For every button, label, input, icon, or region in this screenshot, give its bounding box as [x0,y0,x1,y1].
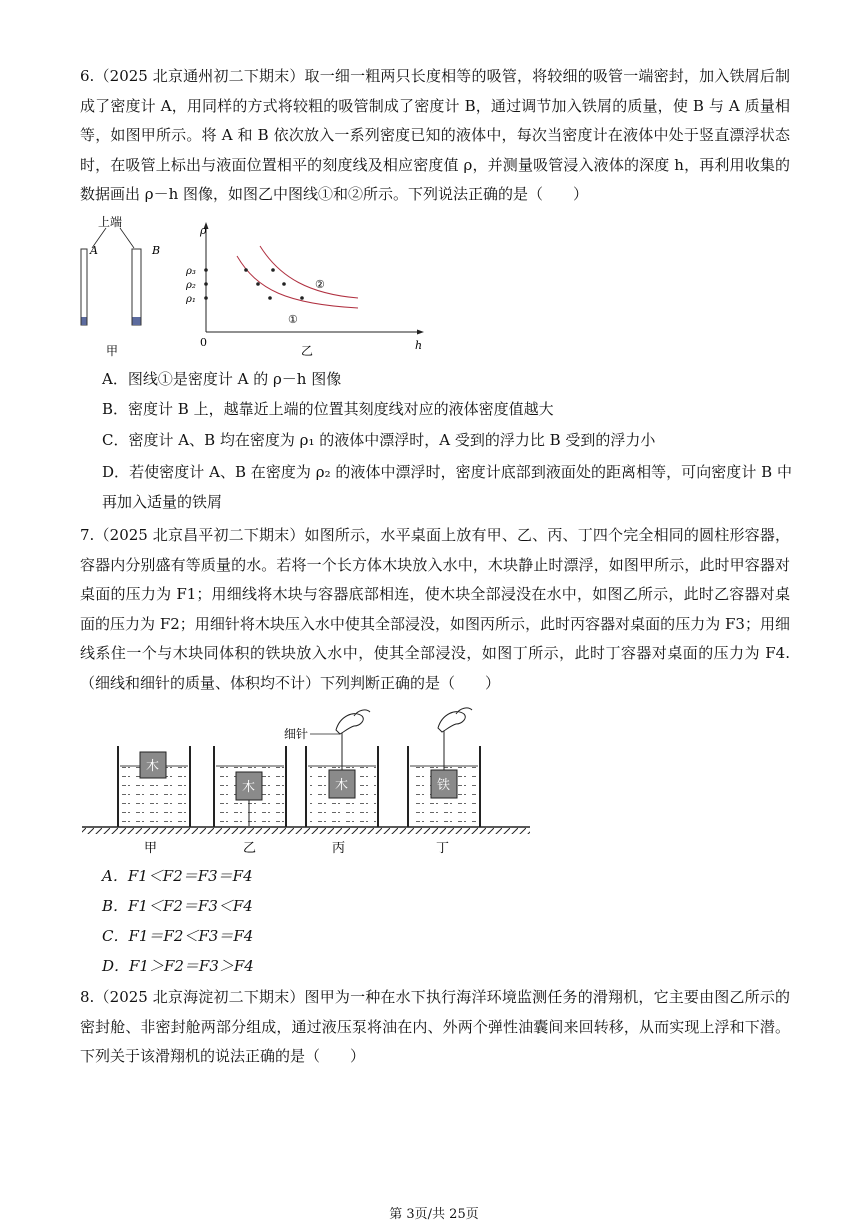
curve-2 [260,246,358,298]
svg-text:铁: 铁 [437,778,451,793]
q7-option-d: D．F1＞F2＝F3＞F4 [102,957,254,975]
container-yi [214,746,286,827]
q7-figure [78,700,534,860]
q6-fig-rho1: ρ₁ [186,294,196,305]
tube-b [132,249,141,325]
q6-fig-curve1: ① [288,313,298,326]
container-ding [408,708,480,827]
q6-fig-caption-left: 甲 [106,344,119,358]
q7-fig-caption-bing: 丙 [332,841,346,856]
q6-fig-origin: 0 [200,336,207,349]
page-footer: 第 3页/共 25页 [389,1207,479,1222]
q6-fig-axis-y: ρ [200,224,207,237]
q6-option-b: B．密度计 B 上，越靠近上端的位置其刻度线对应的液体密度值越大 [102,400,554,418]
q7-fig-caption-yi: 乙 [243,841,257,856]
q7-fig-needle-label: 细针 [284,727,309,741]
q6-fig-rho3: ρ₃ [186,266,196,277]
container-bing [284,710,378,827]
q7-option-b: B．F1＜F2＝F3＜F4 [102,897,253,915]
q7-option-a: A．F1＜F2＝F3＝F4 [102,867,253,885]
q6-option-a: A．图线①是密度计 A 的 ρ－h 图像 [102,370,342,388]
q7-stem: 7.（2025 北京昌平初二下期末）如图所示，水平桌面上放有甲、乙、丙、丁四个完全相同的圆柱形容器，容器内分别盛有等质量的水。若将一个长方体木块放入水中，木块静止时漂浮，如图甲所示，此时甲容器对桌面的压力为 F1；用细线将木块与容器底部相连，使木块全部浸没在水中，如图乙所示，此时乙容器对桌面的压力为 F2；用细针将木块压入水中使其全部浸没，如图丙所示，此时丙容器对桌面的压力为 F3；用细线系住一个与木块同体积的铁块放入水中，使其全部浸没，如图丁所示，此时丁容器对桌面的压力为 F4.（细线和细针的质量、体积均不计）下列判断正确的是（ ） [80,526,790,692]
q6-fig-top-label: 上端 [98,215,123,229]
q7-fig-caption-jia: 甲 [144,841,158,856]
q6-fig-axis-x: h [415,339,423,352]
q6-fig-label-b: B [152,244,161,257]
container-jia [118,746,190,827]
q6-fig-rho2: ρ₂ [186,280,196,291]
q6-option-c: C．密度计 A、B 均在密度为 ρ₁ 的液体中漂浮时，A 受到的浮力比 B 受到的浮力小 [102,431,656,449]
q7-fig-caption-ding: 丁 [436,841,450,856]
q8-stem: 8.（2025 北京海淀初二下期末）图甲为一种在水下执行海洋环境监测任务的滑翔机，它主要由图乙所示的密封舱、非密封舱两部分组成，通过液压泵将油在内、外两个弹性油囊间来回转移，从而实现上浮和下潜。下列关于该滑翔机的说法正确的是（ ） [80,988,790,1065]
q6-fig-label-a: A [90,244,98,257]
tube-a [81,249,87,325]
svg-text:木: 木 [242,780,256,795]
q6-figure [62,212,442,362]
q6-stem: 6.（2025 北京通州初二下期末）取一细一粗两只长度相等的吸管，将较细的吸管一端密封，加入铁屑后制成了密度计 A，用同样的方式将较粗的吸管制成了密度计 B，通过调节加入铁屑的质量，使 B 与 A 质量相等，如图甲所示。将 A 和 B 依次放入一系列密度已知的液体中，每次当密度计在液体中处于竖直漂浮状态时，在吸管上标出与液面位置相平的刻度线及相应密度值 ρ，并测量吸管浸入液体的深度 h，再利用收集的数据画出 ρ－h 图像，如图乙中图线①和②所示。下列说法正确的是（ ） [80,67,790,203]
svg-text:木: 木 [335,778,349,793]
q6-fig-curve2: ② [315,278,325,291]
q6-option-d: D．若使密度计 A、B 在密度为 ρ₂ 的液体中漂浮时，密度计底部到液面处的距离相等，可向密度计 B 中再加入适量的铁屑 [102,463,792,511]
svg-text:木: 木 [146,759,160,774]
q6-fig-caption-right: 乙 [301,344,314,358]
q7-option-c: C．F1＝F2＜F3＝F4 [102,927,254,945]
